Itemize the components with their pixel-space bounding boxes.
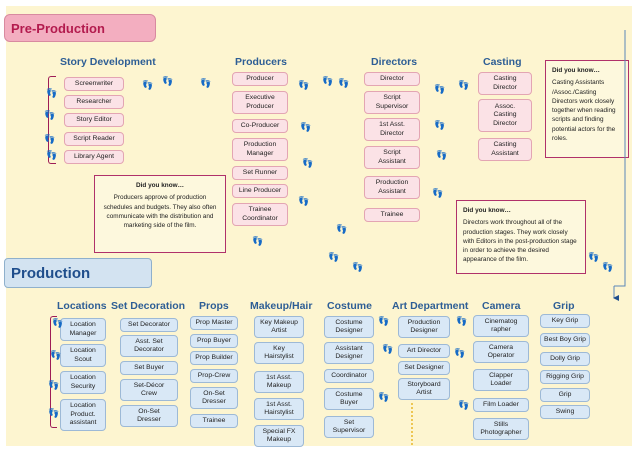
footprints-icon: 👣 [252,236,264,246]
role-box: Grip [540,388,590,402]
role-box: Casting Assistant [478,138,532,161]
footprints-icon: 👣 [298,196,310,206]
role-box: Line Producer [232,184,288,198]
header-casting: Casting [483,56,522,68]
role-box: Library Agent [64,150,124,164]
role-box: Dolly Grip [540,352,590,366]
footprints-icon: 👣 [162,76,174,86]
role-box: Location Scout [60,344,106,367]
role-box: Coordinator [324,369,374,383]
role-box: Set Decorator [120,318,178,332]
footprints-icon: 👣 [458,80,470,90]
role-box: Script Supervisor [364,91,420,114]
header-locations: Locations [57,300,107,312]
note-text: Producers approve of production schedules and budgets. They also often communicate with the distribution and marketing side of the film. [103,194,217,230]
role-box: Set-Décor Crew [120,379,178,401]
footprints-icon: 👣 [436,150,448,160]
footprints-icon: 👣 [454,348,466,358]
role-box: Location Product. assistant [60,399,106,431]
note-title: Did you know… [136,182,184,189]
footprints-icon: 👣 [50,350,62,360]
footprints-icon: 👣 [382,344,394,354]
note-text: Casting Assistants /Assoc./Casting Directors work closely together when reading scripts and finding potential actors for the roles. [552,79,616,142]
arrow-down-icon [614,30,625,286]
footprints-icon: 👣 [378,392,390,402]
footprints-icon: 👣 [302,158,314,168]
header-camera: Camera [482,300,521,312]
role-box: Camera Operator [473,341,529,363]
role-box: Stills Photographer [473,418,529,440]
footprints-icon: 👣 [44,110,56,120]
role-box: On-Set Dresser [120,405,178,427]
role-box: Set Buyer [120,361,178,375]
footprints-icon: 👣 [298,80,310,90]
role-box: Key Grip [540,314,590,328]
role-box: Location Manager [60,318,106,341]
pre-production-title: Pre-Production [4,14,156,42]
role-box: Production Designer [398,316,450,338]
role-box: Production Manager [232,138,288,161]
role-box: Co-Producer [232,119,288,133]
role-box: Film Loader [473,398,529,412]
role-box: Assoc. Casting Director [478,99,532,132]
note-title: Did you know… [463,207,511,214]
header-grip: Grip [553,300,575,312]
role-box: Location Security [60,371,106,394]
role-box: Art Director [398,344,450,358]
role-box: Asst. Set Decorator [120,335,178,357]
role-box: Swing [540,405,590,419]
footprints-icon: 👣 [378,316,390,326]
footprints-icon: 👣 [46,88,58,98]
header-set-decoration: Set Decoration [111,300,186,312]
footprints-icon: 👣 [44,134,56,144]
header-directors: Directors [371,56,418,68]
footprints-icon: 👣 [588,252,600,262]
role-box: Special FX Makeup [254,425,304,447]
note-title: Did you know… [552,67,600,74]
role-box: Prop-Crew [190,369,238,383]
footprints-icon: 👣 [142,80,154,90]
header-makeup-hair: Makeup/Hair [250,300,313,312]
footprints-icon: 👣 [52,318,64,328]
header-producers: Producers [235,56,287,68]
note-text: Directors work throughout all of the production stages. They work closely with Editors in the post-production stage in order to achieve the desired appearance of the film. [463,219,577,264]
footprints-icon: 👣 [456,316,468,326]
role-box: Storyboard Artist [398,378,450,400]
role-box: Casting Director [478,72,532,95]
footprints-icon: 👣 [434,120,446,130]
footprints-icon: 👣 [328,252,340,262]
footprints-icon: 👣 [602,262,614,272]
production-title: Production [4,258,152,288]
footprints-icon: 👣 [322,76,334,86]
header-props: Props [199,300,229,312]
role-box: Story Editor [64,113,124,127]
footprints-icon: 👣 [200,78,212,88]
role-box: Set Supervisor [324,416,374,438]
role-box: Executive Producer [232,91,288,114]
footprints-icon: 👣 [46,150,58,160]
role-box: Trainee [190,414,238,428]
footprints-icon: 👣 [48,380,60,390]
role-box: Researcher [64,95,124,109]
role-box: 1st Asst. Makeup [254,371,304,393]
role-box: 1st Asst. Hairstylist [254,398,304,420]
role-box: Rigging Grip [540,370,590,384]
role-box: Trainee [364,208,420,222]
role-box: On-Set Dresser [190,387,238,409]
role-box: Script Reader [64,132,124,146]
footprints-icon: 👣 [336,224,348,234]
role-box: Production Assistant [364,176,420,199]
role-box: 1st Asst. Director [364,118,420,141]
role-box: Prop Buyer [190,334,238,348]
footprints-icon: 👣 [48,408,60,418]
header-story-development: Story Development [60,56,156,68]
footprints-icon: 👣 [352,262,364,272]
footprints-icon: 👣 [458,400,470,410]
footprints-icon: 👣 [432,188,444,198]
role-box: Costume Designer [324,316,374,338]
role-box: Costume Buyer [324,388,374,410]
role-box: Cinematog rapher [473,315,529,337]
role-box: Assistant Designer [324,342,374,364]
role-box: Script Assistant [364,146,420,169]
header-art-department: Art Department [392,300,469,312]
role-box: Screenwriter [64,77,124,91]
role-box: Best Boy Grip [540,333,590,347]
footprints-icon: 👣 [300,122,312,132]
role-box: Set Designer [398,361,450,375]
role-box: Set Runner [232,166,288,180]
role-box: Prop Builder [190,351,238,365]
role-box: Prop Master [190,316,238,330]
role-box: Key Makeup Artist [254,316,304,338]
header-costume: Costume [327,300,372,312]
footprints-icon: 👣 [338,78,350,88]
role-box: Trainee Coordinator [232,203,288,226]
footprints-icon: 👣 [434,84,446,94]
role-box: Director [364,72,420,86]
role-box: Clapper Loader [473,369,529,391]
role-box: Producer [232,72,288,86]
role-box: Key Hairstylist [254,342,304,364]
